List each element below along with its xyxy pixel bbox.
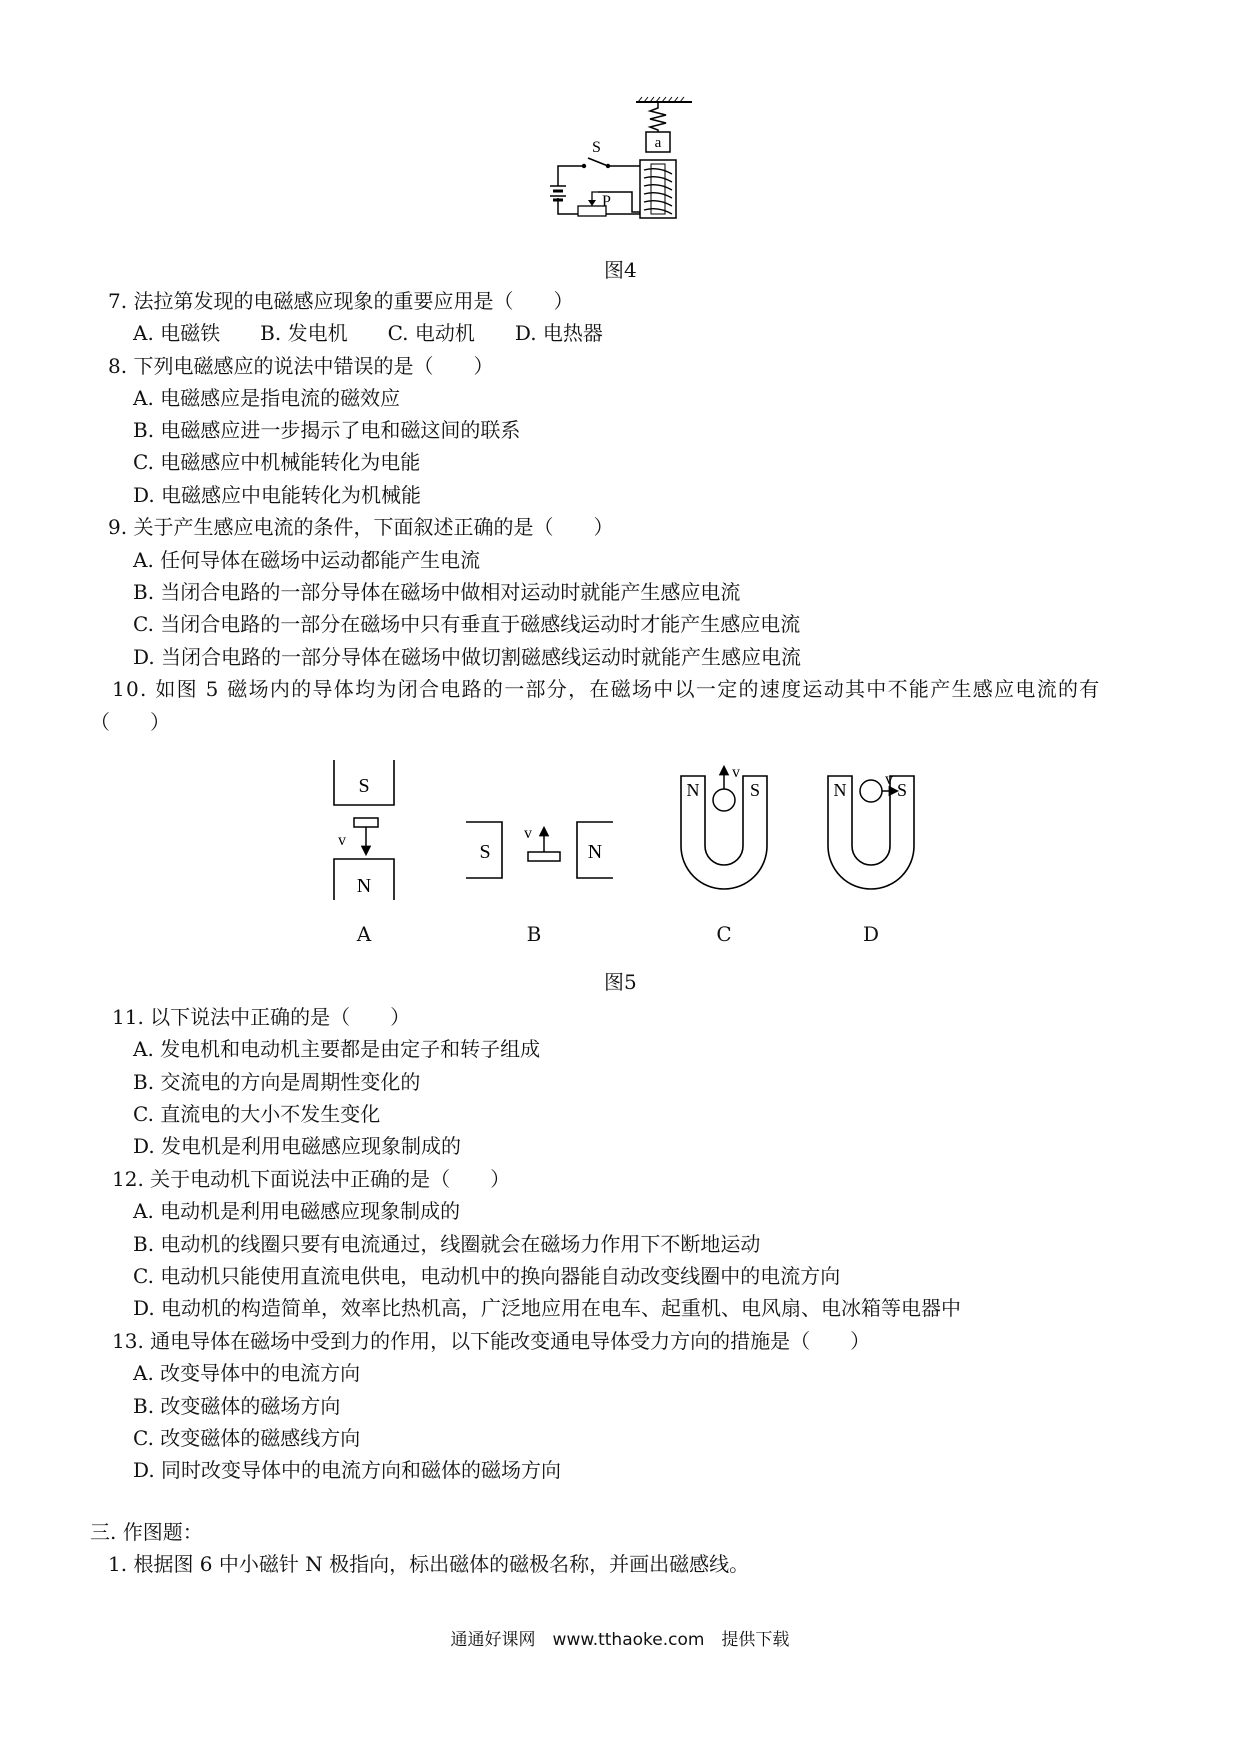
- question-13-option-b: B. 改变磁体的磁场方向: [133, 1394, 341, 1418]
- figure-4-diagram: [540, 96, 720, 246]
- question-9-stem: 9. 关于产生感应电流的条件，下面叙述正确的是（ ）: [108, 515, 614, 539]
- question-11-option-a: A. 发电机和电动机主要都是由定子和转子组成: [133, 1037, 541, 1061]
- question-9-option-a: A. 任何导体在磁场中运动都能产生电流: [133, 548, 481, 572]
- figure-5-caption: 图5: [604, 970, 637, 994]
- question-9-option-c: C. 当闭合电路的一部分在磁场中只有垂直于磁感线运动时才能产生感应电流: [133, 612, 801, 636]
- pole-c-s: S: [749, 780, 761, 800]
- question-13-option-d: D. 同时改变导体中的电流方向和磁体的磁场方向: [133, 1458, 562, 1482]
- question-12-stem: 12. 关于电动机下面说法中正确的是（ ）: [112, 1167, 511, 1191]
- question-8-stem: 8. 下列电磁感应的说法中错误的是（ ）: [108, 354, 494, 378]
- figure-5-label-a: A: [356, 922, 372, 946]
- question-8-option-c: C. 电磁感应中机械能转化为电能: [133, 450, 421, 474]
- slider-label: P: [602, 193, 611, 210]
- velocity-label-a: v: [338, 832, 346, 849]
- question-10-stem-line1: 10. 如图 5 磁场内的导体均为闭合电路的一部分，在磁场中以一定的速度运动其中不能产生感应电流的有: [112, 677, 1101, 701]
- question-12-option-d: D. 电动机的构造简单，效率比热机高，广泛地应用在电车、起重机、电风扇、电冰箱等电器中: [133, 1296, 962, 1320]
- section-3-title: 三. 作图题：: [90, 1520, 203, 1544]
- pole-d-n: N: [833, 780, 847, 800]
- question-9-option-d: D. 当闭合电路的一部分导体在磁场中做切割磁感线运动时就能产生感应电流: [133, 645, 802, 669]
- figure-5-diagram: [320, 760, 940, 940]
- figure-5-label-b: B: [526, 922, 542, 946]
- question-12-option-c: C. 电动机只能使用直流电供电，电动机中的换向器能自动改变线圈中的电流方向: [133, 1264, 841, 1288]
- question-7-stem: 7. 法拉第发现的电磁感应现象的重要应用是（ ）: [108, 289, 574, 313]
- section-3-question-1: 1. 根据图 6 中小磁针 N 极指向，标出磁体的磁极名称，并画出磁感线。: [108, 1552, 750, 1576]
- figure-5-label-c: C: [716, 922, 732, 946]
- velocity-label-d: v: [885, 771, 893, 788]
- pole-a-s: S: [358, 775, 370, 797]
- question-11-stem: 11. 以下说法中正确的是（ ）: [112, 1005, 411, 1029]
- conductor-b: [528, 852, 560, 861]
- question-10-stem-line2: （ ）: [90, 710, 170, 734]
- question-11-option-d: D. 发电机是利用电磁感应现象制成的: [133, 1134, 462, 1158]
- question-13-option-a: A. 改变导体中的电流方向: [133, 1361, 361, 1385]
- pole-d-s: S: [896, 780, 908, 800]
- question-8-option-a: A. 电磁感应是指电流的磁效应: [133, 386, 401, 410]
- page-footer: 通通好课网 www.tthaoke.com 提供下载: [450, 1630, 790, 1650]
- velocity-label-b: v: [524, 825, 532, 842]
- question-8-option-b: B. 电磁感应进一步揭示了电和磁这间的联系: [133, 418, 521, 442]
- figure-5-label-d: D: [862, 922, 880, 946]
- question-13-option-c: C. 改变磁体的磁感线方向: [133, 1426, 361, 1450]
- conductor-a: [354, 818, 378, 827]
- pole-b-n: N: [587, 841, 603, 863]
- velocity-label-c: v: [732, 764, 740, 781]
- question-11-option-b: B. 交流电的方向是周期性变化的: [133, 1070, 421, 1094]
- pole-a-n: N: [356, 875, 372, 897]
- figure-4-caption: 图4: [604, 258, 637, 282]
- switch-label: S: [592, 139, 601, 156]
- question-13-stem: 13. 通电导体在磁场中受到力的作用，以下能改变通电导体受力方向的措施是（ ）: [112, 1329, 871, 1353]
- question-11-option-c: C. 直流电的大小不发生变化: [133, 1102, 381, 1126]
- pole-b-s: S: [479, 841, 491, 863]
- question-9-option-b: B. 当闭合电路的一部分导体在磁场中做相对运动时就能产生感应电流: [133, 580, 741, 604]
- question-12-option-b: B. 电动机的线圈只要有电流通过，线圈就会在磁场力作用下不断地运动: [133, 1232, 761, 1256]
- conductor-d: [860, 780, 882, 802]
- question-8-option-d: D. 电磁感应中电能转化为机械能: [133, 483, 422, 507]
- pole-c-n: N: [686, 780, 700, 800]
- question-7-options: A. 电磁铁 B. 发电机 C. 电动机 D. 电热器: [133, 321, 603, 345]
- conductor-c: [713, 789, 735, 811]
- question-12-option-a: A. 电动机是利用电磁感应现象制成的: [133, 1199, 461, 1223]
- block-a-label: a: [654, 135, 662, 151]
